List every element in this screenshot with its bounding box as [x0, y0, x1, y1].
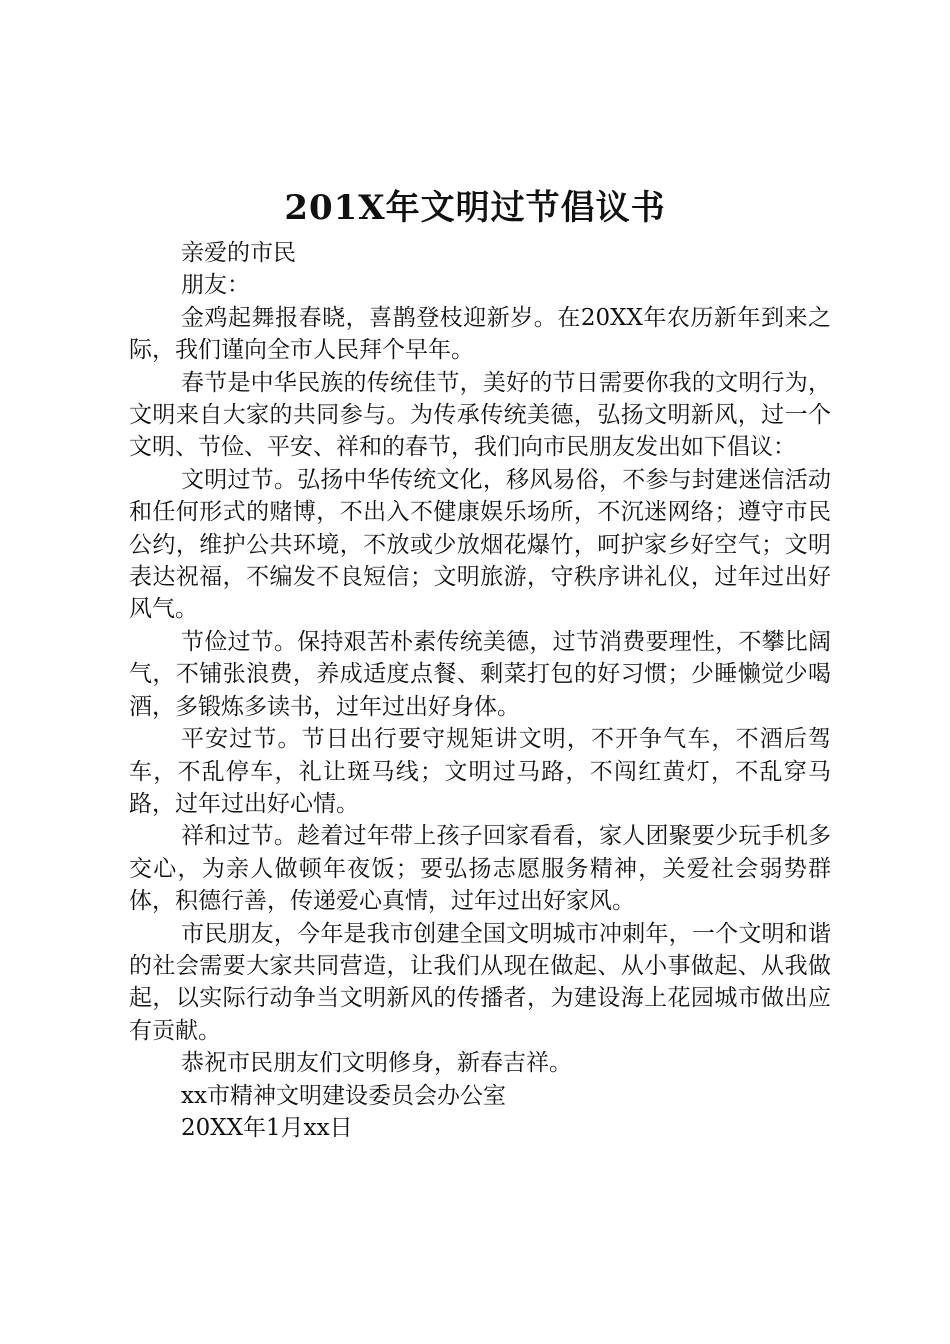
- paragraph-harmonious: 祥和过节。趁着过年带上孩子回家看看，家人团聚要少玩手机多交心，为亲人做顿年夜饭；要弘扬志愿服务精神，关爱社会弱势群体，积德行善，传递爱心真情，过年过出好家风。: [129, 823, 831, 915]
- salutation-line-2: 朋友：: [181, 272, 250, 299]
- paragraph-safe: 平安过节。节日出行要守规矩讲文明，不开争气车，不酒后驾车，不乱停车，礼让斑马线；文明过马路，不闯红黄灯，不乱穿马路，过年过出好心情。: [129, 726, 831, 817]
- signature-date: 20XX年1月xx日: [181, 1114, 353, 1141]
- paragraph-civilized: 文明过节。弘扬中华传统文化，移风易俗，不参与封建迷信活动和任何形式的赌博，不出入不健康娱乐场所，不沉迷网络；遵守市民公约，维护公共环境，不放或少放烟花爆竹，呵护家乡好空气；文明表达祝福，不编发不良短信；文明旅游，守秩序讲礼仪，过年过出好风气。: [129, 466, 831, 623]
- paragraph-appeal: 市民朋友，今年是我市创建全国文明城市冲刺年，一个文明和谐的社会需要大家共同营造，让我们从现在做起、从小事做起、从我做起，以实际行动争当文明新风的传播者，为建设海上花园城市做出应有贡献。: [129, 920, 831, 1044]
- paragraph-intro: 春节是中华民族的传统佳节，美好的节日需要你我的文明行为，文明来自大家的共同参与。为传承传统美德，弘扬文明新风，过一个文明、节俭、平安、祥和的春节，我们向市民朋友发出如下倡议：: [129, 369, 831, 461]
- salutation-line-1: 亲爱的市民: [181, 240, 296, 266]
- signature: xx市精神文明建设委员会办公室: [181, 1082, 506, 1109]
- closing-wishes: 恭祝市民朋友们文明修身，新春吉祥。: [181, 1050, 572, 1077]
- paragraph-frugal: 节俭过节。保持艰苦朴素传统美德，过节消费要理性，不攀比阔气，不铺张浪费，养成适度点餐、剩菜打包的好习惯；少睡懒觉少喝酒，多锻炼多读书，过年过出好身体。: [129, 628, 831, 720]
- document-title: 201X年文明过节倡议书: [284, 188, 666, 228]
- paragraph-greeting: 金鸡起舞报春晓，喜鹊登枝迎新岁。在20XX年农历新年到来之际，我们谨向全市人民拜个早年。: [129, 304, 831, 364]
- document-body: [129, 237, 831, 1144]
